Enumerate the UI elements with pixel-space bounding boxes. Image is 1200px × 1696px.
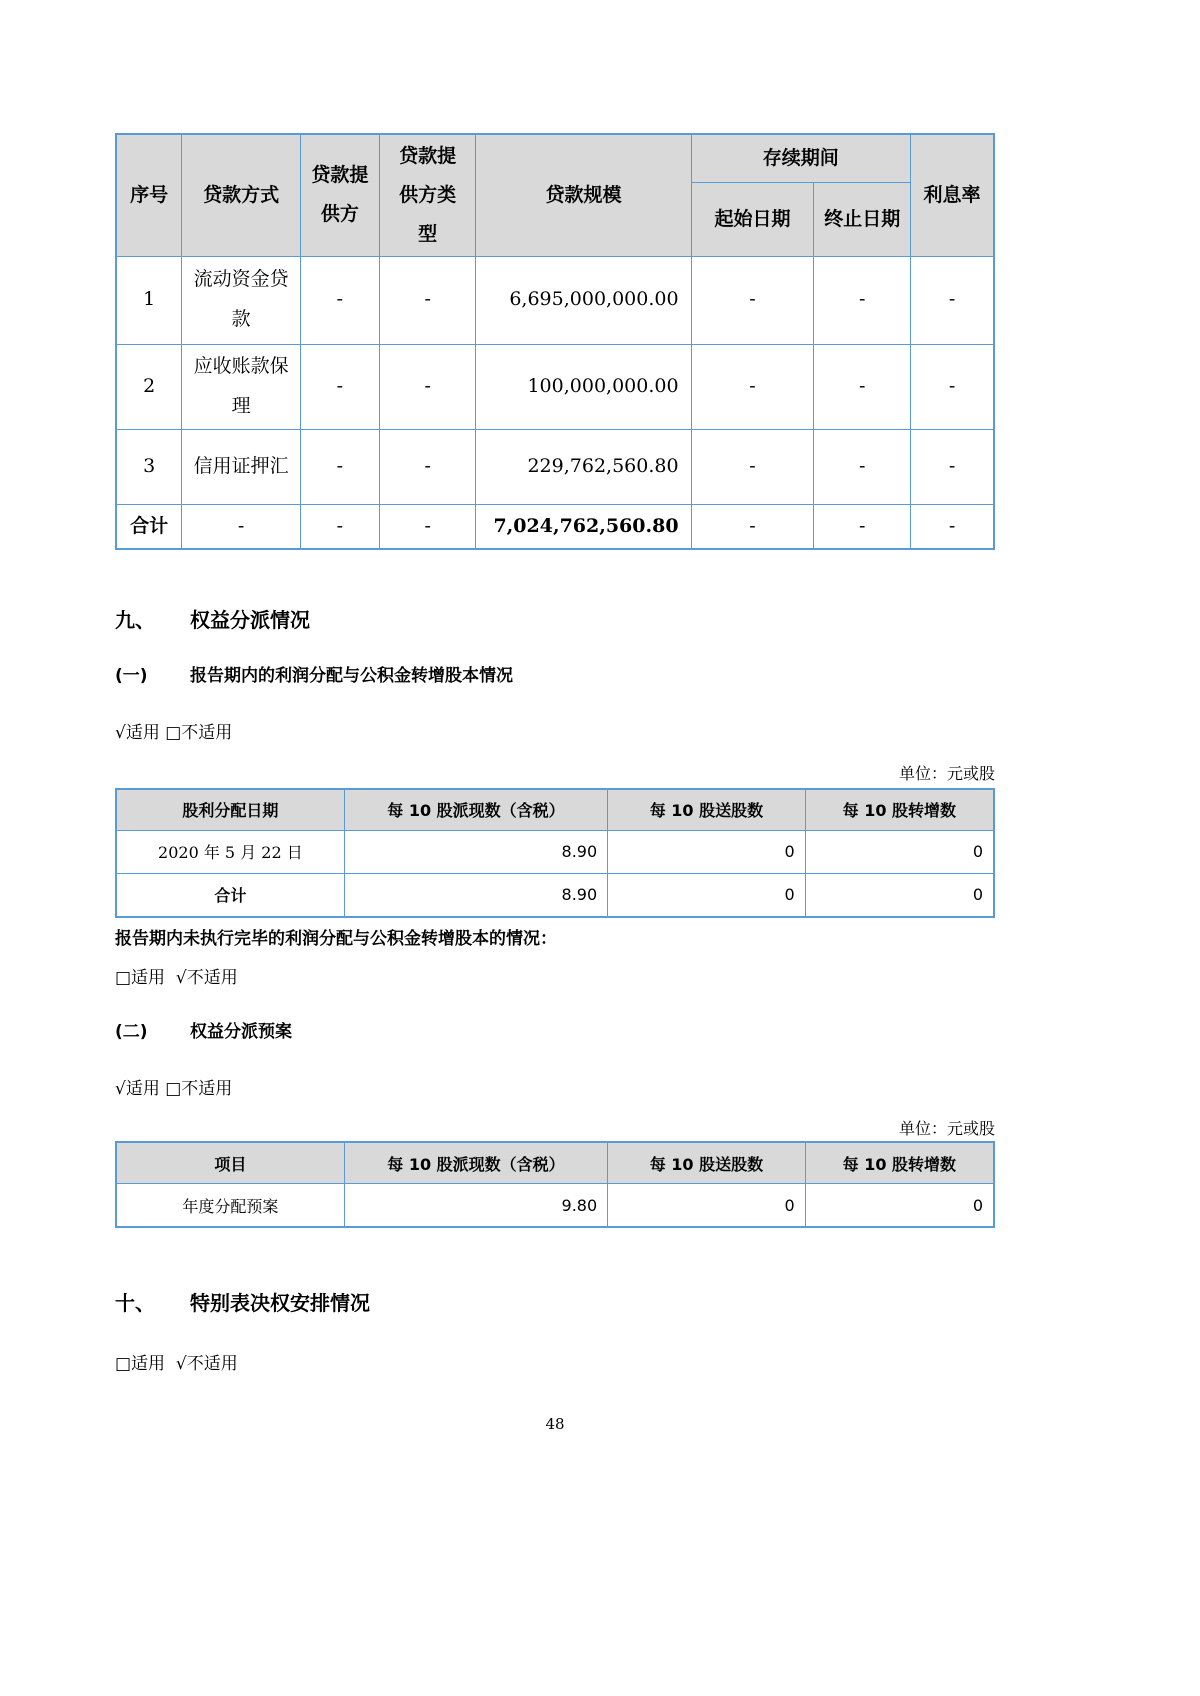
loan-table-row [116,429,994,504]
cell-dividend-date: 2020 年 5 月 22 日 [116,830,344,873]
cell-method: 应收账款保理 [182,344,301,429]
applicable-line-1: √适用 □不适用 [115,723,233,744]
cell-rate: - [911,429,994,504]
col-header-dividend-date: 股利分配日期 [116,789,344,831]
unexecuted-note: 报告期内未执行完毕的利润分配与公积金转增股本的情况： [115,928,557,949]
cell-scale: 100,000,000.00 [476,344,691,429]
cell-rate: - [911,504,994,549]
section-9-title: 权益分派情况 [190,608,310,633]
col-header-provider-type: 贷款提供方类型 [379,134,476,256]
cell-cash: 8.90 [344,873,607,917]
section-9-2-number: (二) [115,1022,148,1043]
loan-table [115,133,995,550]
section-10-number: 十、 [115,1291,155,1316]
col-header-start-date: 起始日期 [691,182,814,256]
section-10-heading [115,1290,995,1316]
cell-provider-type: - [379,429,476,504]
cell-provider-type: - [379,344,476,429]
cell-plan-item: 年度分配预案 [116,1184,344,1228]
cell-rate: - [911,256,994,344]
unit-note-1: 单位：元或股 [898,764,995,784]
cell-end: - [814,504,911,549]
section-9-1-number: (一) [115,666,148,687]
col-header-transfer-per-10: 每 10 股转增数 [805,1142,994,1184]
col-header-cash-per-10: 每 10 股派现数（含税） [344,1142,607,1184]
col-header-transfer-per-10: 每 10 股转增数 [805,789,994,831]
cell-bonus: 0 [608,830,806,873]
col-header-provider: 贷款提供方 [300,134,379,256]
cell-seq: 1 [116,256,182,344]
cell-transfer: 0 [805,830,994,873]
cell-method: 流动资金贷款 [182,256,301,344]
cell-provider: - [300,256,379,344]
loan-table-total-row [116,504,994,549]
cell-provider: - [300,429,379,504]
cell-transfer: 0 [805,1184,994,1228]
col-header-bonus-per-10: 每 10 股送股数 [608,789,806,831]
col-header-cash-per-10: 每 10 股派现数（含税） [344,789,607,831]
section-9-heading [115,607,995,633]
cell-start: - [691,344,814,429]
col-header-scale: 贷款规模 [476,134,691,256]
document-page [115,0,995,1377]
cell-start: - [691,256,814,344]
cell-end: - [814,429,911,504]
applicable-line-3: √适用 □不适用 [115,1079,233,1100]
cell-bonus: 0 [608,873,806,917]
col-header-seq: 序号 [116,134,182,256]
col-header-method: 贷款方式 [182,134,301,256]
cell-cash: 8.90 [344,830,607,873]
plan-row [116,1184,994,1228]
cell-scale: 229,762,560.80 [476,429,691,504]
section-9-2-title: 权益分派预案 [190,1022,292,1043]
loan-table-row [116,344,994,429]
section-9-number: 九、 [115,608,155,633]
cell-provider: - [300,344,379,429]
unit-note-2: 单位：元或股 [898,1118,995,1138]
applicable-line-2: □适用 √不适用 [115,968,238,989]
col-header-rate: 利息率 [911,134,994,256]
cell-method: 信用证押汇 [182,429,301,504]
cell-seq: 2 [116,344,182,429]
cell-provider-type: - [379,504,476,549]
cell-scale: 6,695,000,000.00 [476,256,691,344]
cell-rate: - [911,344,994,429]
section-10-title: 特别表决权安排情况 [190,1291,370,1316]
col-header-duration: 存续期间 [691,134,910,182]
cell-cash: 9.80 [344,1184,607,1228]
cell-start: - [691,504,814,549]
col-header-bonus-per-10: 每 10 股送股数 [608,1142,806,1184]
loan-table-row [116,256,994,344]
cell-provider: - [300,504,379,549]
section-9-1-heading [115,665,995,689]
cell-transfer: 0 [805,873,994,917]
cell-end: - [814,344,911,429]
section-9-1-title: 报告期内的利润分配与公积金转增股本情况 [190,666,513,687]
cell-method: - [182,504,301,549]
col-header-end-date: 终止日期 [814,182,911,256]
cell-end: - [814,256,911,344]
dividend-row [116,830,994,873]
cell-provider-type: - [379,256,476,344]
cell-start: - [691,429,814,504]
dividend-total-row [116,873,994,917]
cell-total-label: 合计 [116,504,182,549]
cell-total-scale: 7,024,762,560.80 [476,504,691,549]
applicable-line-4: □适用 √不适用 [115,1354,238,1375]
cell-total-label: 合计 [116,873,344,917]
col-header-item: 项目 [116,1142,344,1184]
distribution-plan-table [115,1141,995,1228]
cell-bonus: 0 [608,1184,806,1228]
section-9-2-heading [115,1021,995,1045]
cell-seq: 3 [116,429,182,504]
page-number: 48 [545,1415,565,1433]
dividend-table [115,788,995,918]
